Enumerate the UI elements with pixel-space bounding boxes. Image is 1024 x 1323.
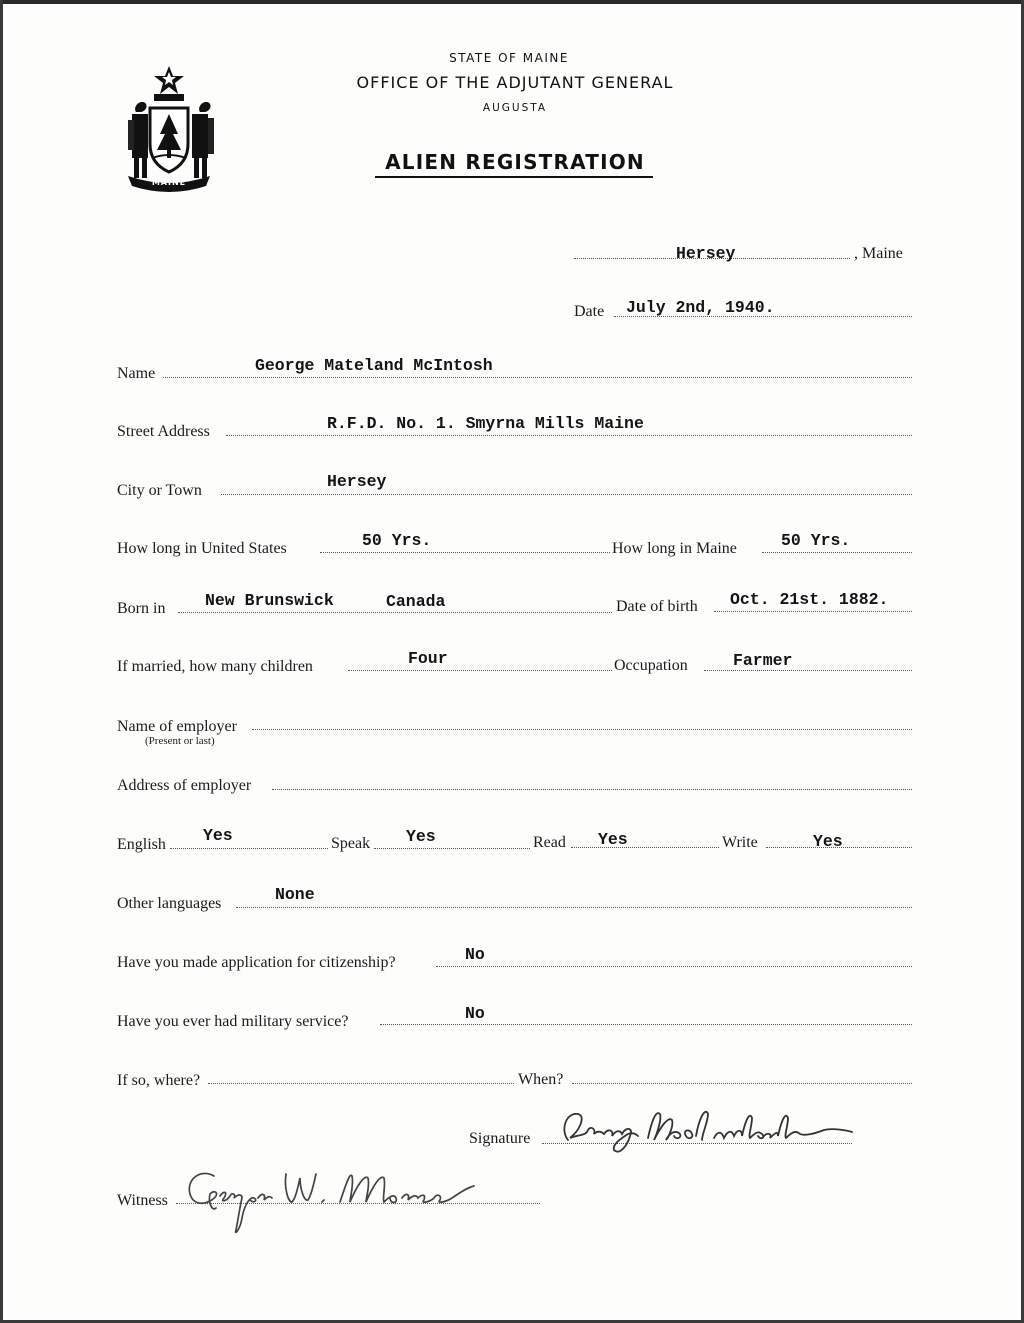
date-label: Date — [574, 303, 605, 320]
born-in-label: Born in — [117, 600, 166, 617]
how-long-maine-label: How long in Maine — [612, 540, 737, 557]
other-languages-value: None — [275, 885, 315, 904]
place-suffix: , Maine — [854, 245, 903, 262]
when-line — [572, 1083, 912, 1084]
employer-name-sublabel: (Present or last) — [145, 735, 215, 747]
speak-label: Speak — [331, 835, 371, 852]
employer-name-label: Name of employer — [117, 718, 237, 735]
children-line — [348, 670, 612, 671]
read-line — [571, 847, 719, 848]
citizenship-label: Have you made application for citizenship? — [117, 954, 396, 971]
street-address-line — [226, 435, 912, 436]
occupation-line — [704, 670, 912, 671]
born-in-line — [178, 612, 612, 613]
how-long-maine-value: 50 Yrs. — [781, 531, 851, 550]
english-value: Yes — [203, 826, 233, 845]
children-label: If married, how many children — [117, 658, 313, 675]
date-of-birth-line — [714, 611, 912, 612]
other-languages-line — [236, 907, 912, 908]
state-heading: STATE OF MAINE — [449, 51, 569, 65]
city-town-label: City or Town — [117, 482, 202, 499]
scan-border-left — [0, 0, 3, 1323]
employer-address-label: Address of employer — [117, 777, 252, 794]
witness-handwriting — [180, 1158, 480, 1238]
employer-name-line — [252, 729, 912, 730]
date-of-birth-value: Oct. 21st. 1882. — [730, 590, 889, 609]
city-heading: AUGUSTA — [482, 102, 548, 114]
english-label: English — [117, 836, 166, 853]
witness-label: Witness — [117, 1192, 168, 1209]
date-of-birth-label: Date of birth — [616, 598, 698, 615]
scan-border-top — [0, 0, 1024, 4]
write-label: Write — [722, 834, 758, 851]
signature-label: Signature — [469, 1130, 531, 1147]
military-line — [380, 1024, 912, 1025]
city-town-line — [221, 494, 912, 495]
office-heading: OFFICE OF THE ADJUTANT GENERAL — [356, 73, 674, 92]
employer-address-line — [272, 789, 912, 790]
occupation-value: Farmer — [733, 651, 793, 670]
read-label: Read — [533, 834, 566, 851]
street-address-value: R.F.D. No. 1. Smyrna Mills Maine — [327, 414, 644, 433]
read-value: Yes — [598, 830, 628, 849]
other-languages-label: Other languages — [117, 895, 222, 912]
citizenship-line — [436, 966, 912, 967]
form-title: ALIEN REGISTRATION — [385, 150, 645, 174]
name-label: Name — [117, 365, 156, 382]
military-label: Have you ever had military service? — [117, 1013, 349, 1030]
how-long-us-line — [320, 552, 610, 553]
if-so-where-line — [208, 1083, 514, 1084]
signature-handwriting — [556, 1100, 856, 1160]
born-in-place: New Brunswick — [205, 591, 334, 610]
children-value: Four — [408, 649, 448, 668]
svg-text:MAINE: MAINE — [151, 178, 187, 187]
how-long-us-value: 50 Yrs. — [362, 531, 432, 550]
street-address-label: Street Address — [117, 423, 210, 440]
speak-line — [374, 848, 530, 849]
military-value: No — [465, 1004, 485, 1023]
citizenship-value: No — [465, 945, 485, 964]
english-line — [170, 848, 328, 849]
place-value: Hersey — [676, 244, 736, 263]
write-value: Yes — [813, 832, 843, 851]
city-town-value: Hersey — [327, 472, 387, 491]
how-long-us-label: How long in United States — [117, 540, 287, 557]
speak-value: Yes — [406, 827, 436, 846]
occupation-label: Occupation — [614, 657, 688, 674]
title-underline — [375, 176, 653, 178]
how-long-maine-line — [762, 552, 912, 553]
born-in-country: Canada — [386, 592, 446, 611]
if-so-where-label: If so, where? — [117, 1072, 201, 1089]
name-line — [163, 377, 912, 378]
when-label: When? — [518, 1071, 564, 1088]
date-value: July 2nd, 1940. — [626, 298, 775, 317]
name-value: George Mateland McIntosh — [255, 356, 493, 375]
